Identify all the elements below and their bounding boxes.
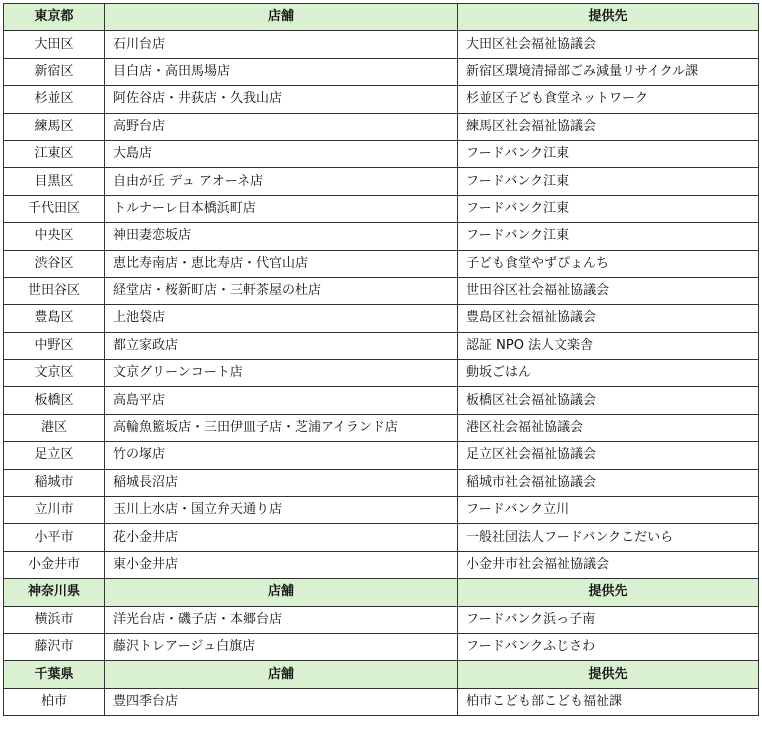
store-cell: 藤沢トレアージュ白旗店 [105, 633, 458, 660]
table-row [4, 140, 759, 167]
municipality-cell: 千代田区 [4, 195, 105, 222]
provider-cell: フードバンクふじさわ [458, 633, 759, 660]
municipality-cell: 江東区 [4, 140, 105, 167]
table-row [4, 223, 759, 250]
municipality-cell: 稲城市 [4, 469, 105, 496]
municipality-cell: 練馬区 [4, 113, 105, 140]
provider-cell: フードバンク江東 [458, 195, 759, 222]
provider-cell: フードバンク立川 [458, 497, 759, 524]
provider-cell: 認証 NPO 法人文楽舎 [458, 332, 759, 359]
table-row [4, 497, 759, 524]
store-column-header: 店舗 [105, 661, 458, 688]
section-header-row [4, 661, 759, 688]
region-header: 千葉県 [4, 661, 105, 688]
provider-cell: 板橋区社会福祉協議会 [458, 387, 759, 414]
provider-cell: フードバンク江東 [458, 223, 759, 250]
table-body [4, 4, 759, 716]
table-row [4, 524, 759, 551]
provider-cell: 子ども食堂やずぴょんち [458, 250, 759, 277]
provider-cell: フードバンク浜っ子南 [458, 606, 759, 633]
table-row [4, 31, 759, 58]
table-row [4, 469, 759, 496]
table-row [4, 360, 759, 387]
municipality-cell: 小金井市 [4, 551, 105, 578]
provider-cell: 一般社団法人フードバンクこだいら [458, 524, 759, 551]
store-cell: 花小金井店 [105, 524, 458, 551]
municipality-cell: 横浜市 [4, 606, 105, 633]
store-column-header: 店舗 [105, 4, 458, 31]
store-cell: 都立家政店 [105, 332, 458, 359]
provider-cell: 小金井市社会福祉協議会 [458, 551, 759, 578]
municipality-cell: 豊島区 [4, 305, 105, 332]
municipality-cell: 世田谷区 [4, 277, 105, 304]
store-cell: 目白店・高田馬場店 [105, 58, 458, 85]
municipality-cell: 藤沢市 [4, 633, 105, 660]
store-cell: 大島店 [105, 140, 458, 167]
store-cell: 玉川上水店・国立弁天通り店 [105, 497, 458, 524]
section-header-row [4, 4, 759, 31]
municipality-cell: 立川市 [4, 497, 105, 524]
table-row [4, 387, 759, 414]
store-column-header: 店舗 [105, 579, 458, 606]
store-cell: 阿佐谷店・井荻店・久我山店 [105, 86, 458, 113]
table-row [4, 551, 759, 578]
region-header: 神奈川県 [4, 579, 105, 606]
table-row [4, 688, 759, 715]
municipality-cell: 渋谷区 [4, 250, 105, 277]
table-row [4, 414, 759, 441]
provider-cell: 港区社会福祉協議会 [458, 414, 759, 441]
table-row [4, 332, 759, 359]
table-row [4, 58, 759, 85]
provider-cell: フードバンク江東 [458, 140, 759, 167]
store-cell: 高野台店 [105, 113, 458, 140]
provider-column-header: 提供先 [458, 579, 759, 606]
store-cell: 上池袋店 [105, 305, 458, 332]
municipality-cell: 文京区 [4, 360, 105, 387]
store-cell: 恵比寿南店・恵比寿店・代官山店 [105, 250, 458, 277]
provider-cell: 新宿区環境清掃部ごみ減量リサイクル課 [458, 58, 759, 85]
table-row [4, 168, 759, 195]
provider-cell: 稲城市社会福祉協議会 [458, 469, 759, 496]
municipality-cell: 板橋区 [4, 387, 105, 414]
store-provider-table [3, 3, 759, 716]
table-row [4, 633, 759, 660]
store-cell: 高輪魚籃坂店・三田伊皿子店・芝浦アイランド店 [105, 414, 458, 441]
provider-cell: 豊島区社会福祉協議会 [458, 305, 759, 332]
provider-column-header: 提供先 [458, 4, 759, 31]
provider-cell: 杉並区子ども食堂ネットワーク [458, 86, 759, 113]
municipality-cell: 大田区 [4, 31, 105, 58]
store-cell: 自由が丘 デュ アオーネ店 [105, 168, 458, 195]
store-cell: 東小金井店 [105, 551, 458, 578]
store-cell: トルナーレ日本橋浜町店 [105, 195, 458, 222]
provider-cell: 足立区社会福祉協議会 [458, 442, 759, 469]
provider-column-header: 提供先 [458, 661, 759, 688]
table-row [4, 606, 759, 633]
section-header-row [4, 579, 759, 606]
store-cell: 稲城長沼店 [105, 469, 458, 496]
provider-cell: 柏市こども部こども福祉課 [458, 688, 759, 715]
provider-cell: 動坂ごはん [458, 360, 759, 387]
table-row [4, 250, 759, 277]
store-cell: 文京グリーンコート店 [105, 360, 458, 387]
municipality-cell: 港区 [4, 414, 105, 441]
municipality-cell: 中野区 [4, 332, 105, 359]
store-cell: 石川台店 [105, 31, 458, 58]
municipality-cell: 目黒区 [4, 168, 105, 195]
region-header: 東京都 [4, 4, 105, 31]
provider-cell: 世田谷区社会福祉協議会 [458, 277, 759, 304]
municipality-cell: 小平市 [4, 524, 105, 551]
municipality-cell: 杉並区 [4, 86, 105, 113]
store-cell: 豊四季台店 [105, 688, 458, 715]
table-row [4, 277, 759, 304]
table-row [4, 305, 759, 332]
table-row [4, 442, 759, 469]
provider-cell: 大田区社会福祉協議会 [458, 31, 759, 58]
municipality-cell: 足立区 [4, 442, 105, 469]
store-cell: 経堂店・桜新町店・三軒茶屋の杜店 [105, 277, 458, 304]
table-row [4, 113, 759, 140]
table-row [4, 86, 759, 113]
store-cell: 洋光台店・磯子店・本郷台店 [105, 606, 458, 633]
store-cell: 神田妻恋坂店 [105, 223, 458, 250]
store-cell: 竹の塚店 [105, 442, 458, 469]
table-row [4, 195, 759, 222]
store-cell: 高島平店 [105, 387, 458, 414]
municipality-cell: 新宿区 [4, 58, 105, 85]
municipality-cell: 中央区 [4, 223, 105, 250]
municipality-cell: 柏市 [4, 688, 105, 715]
provider-cell: 練馬区社会福祉協議会 [458, 113, 759, 140]
provider-cell: フードバンク江東 [458, 168, 759, 195]
